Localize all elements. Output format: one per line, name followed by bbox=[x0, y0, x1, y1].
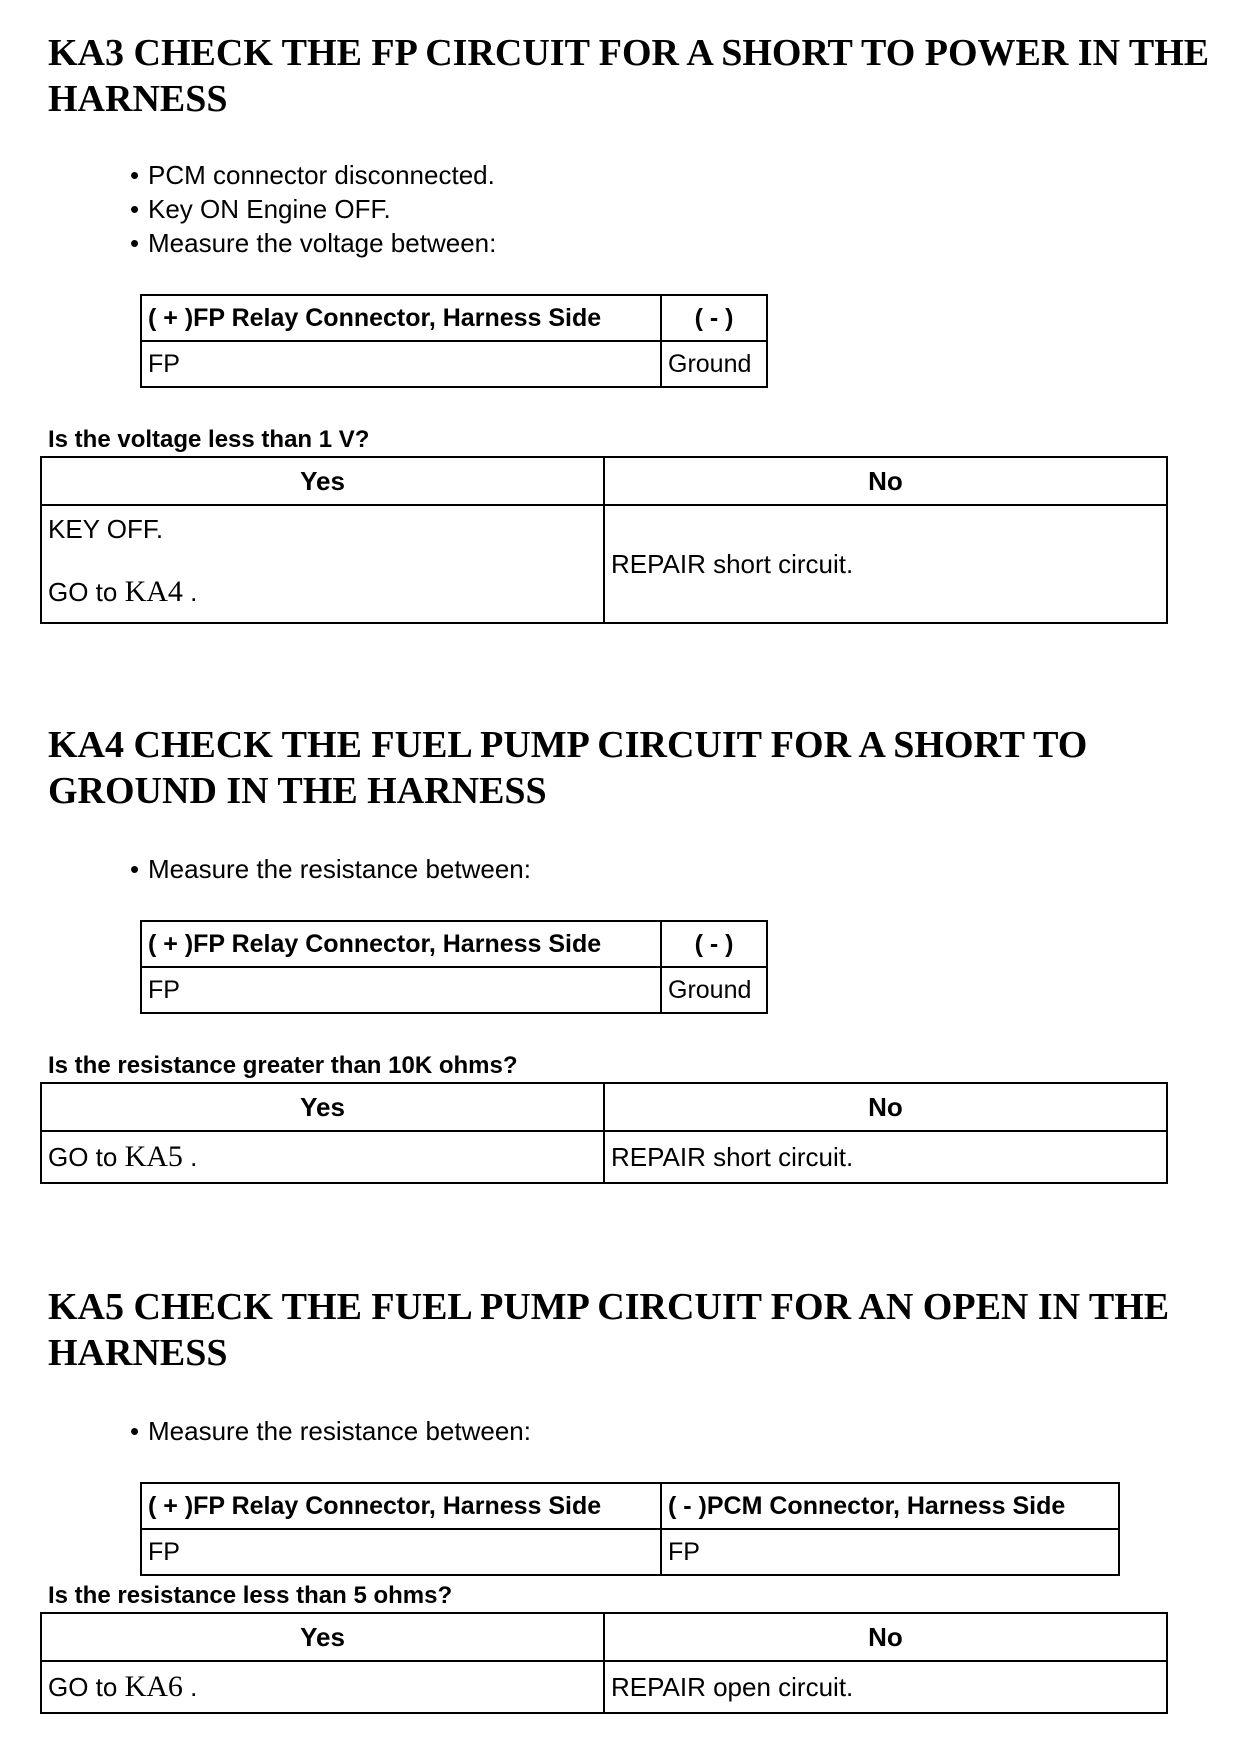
answer-header-yes: Yes bbox=[41, 1083, 604, 1131]
answer-no-cell: REPAIR short circuit. bbox=[604, 505, 1167, 623]
answer-yes-line: KEY OFF. bbox=[48, 514, 164, 544]
answer-yes-cell bbox=[41, 505, 604, 623]
bullet-item: • Measure the resistance between: bbox=[130, 1414, 531, 1448]
goto-suffix: . bbox=[182, 577, 198, 607]
bullet-item: • Measure the voltage between: bbox=[130, 226, 496, 260]
answer-no-cell: REPAIR short circuit. bbox=[604, 1131, 1167, 1183]
answer-header-no: No bbox=[604, 1613, 1167, 1661]
measurement-value-positive: FP bbox=[141, 341, 661, 387]
answer-table bbox=[40, 456, 1168, 624]
measurement-value-negative: FP bbox=[661, 1529, 1119, 1575]
goto-suffix: . bbox=[182, 1672, 198, 1702]
goto-prefix: GO to bbox=[48, 1672, 125, 1702]
goto-ka5-link[interactable]: KA5 bbox=[124, 1140, 183, 1173]
answer-yes-cell bbox=[41, 1131, 604, 1183]
answer-table bbox=[40, 1612, 1168, 1714]
measurement-table bbox=[140, 294, 768, 388]
section-heading: KA4 CHECK THE FUEL PUMP CIRCUIT FOR A SHORT TO GROUND IN THE HARNESS bbox=[48, 724, 1088, 812]
goto-line bbox=[48, 575, 597, 609]
measurement-header-negative: ( - ) bbox=[661, 921, 767, 967]
answer-no-cell: REPAIR open circuit. bbox=[604, 1661, 1167, 1713]
section-heading: KA5 CHECK THE FUEL PUMP CIRCUIT FOR AN OPEN IN THE HARNESS bbox=[48, 1286, 1170, 1374]
answer-header-no: No bbox=[604, 457, 1167, 505]
measurement-value-negative: Ground bbox=[661, 967, 767, 1013]
goto-prefix: GO to bbox=[48, 1142, 125, 1172]
bullet-list bbox=[130, 158, 496, 260]
answer-yes-cell bbox=[41, 1661, 604, 1713]
bullet-item: • Key ON Engine OFF. bbox=[130, 192, 496, 226]
goto-ka6-link[interactable]: KA6 bbox=[124, 1670, 183, 1703]
measurement-header-positive: ( + )FP Relay Connector, Harness Side bbox=[141, 1483, 661, 1529]
goto-suffix: . bbox=[182, 1142, 198, 1172]
measurement-header-negative: ( - )PCM Connector, Harness Side bbox=[661, 1483, 1119, 1529]
question-text: Is the resistance greater than 10K ohms? bbox=[48, 1052, 518, 1079]
question-text: Is the voltage less than 1 V? bbox=[48, 426, 370, 453]
measurement-value-positive: FP bbox=[141, 1529, 661, 1575]
bullet-item: • Measure the resistance between: bbox=[130, 852, 531, 886]
measurement-header-negative: ( - ) bbox=[661, 295, 767, 341]
measurement-header-positive: ( + )FP Relay Connector, Harness Side bbox=[141, 295, 661, 341]
bullet-item: • PCM connector disconnected. bbox=[130, 158, 496, 192]
measurement-value-positive: FP bbox=[141, 967, 661, 1013]
answer-table bbox=[40, 1082, 1168, 1184]
answer-header-yes: Yes bbox=[41, 1613, 604, 1661]
goto-prefix: GO to bbox=[48, 577, 125, 607]
answer-header-yes: Yes bbox=[41, 457, 604, 505]
measurement-table bbox=[140, 920, 768, 1014]
bullet-list bbox=[130, 852, 531, 886]
goto-ka4-link[interactable]: KA4 bbox=[124, 575, 183, 608]
measurement-value-negative: Ground bbox=[661, 341, 767, 387]
bullet-list bbox=[130, 1414, 531, 1448]
question-text: Is the resistance less than 5 ohms? bbox=[48, 1582, 453, 1609]
section-heading: KA3 CHECK THE FP CIRCUIT FOR A SHORT TO POWER IN THE HARNESS bbox=[48, 32, 1210, 120]
measurement-header-positive: ( + )FP Relay Connector, Harness Side bbox=[141, 921, 661, 967]
answer-header-no: No bbox=[604, 1083, 1167, 1131]
measurement-table bbox=[140, 1482, 1120, 1576]
